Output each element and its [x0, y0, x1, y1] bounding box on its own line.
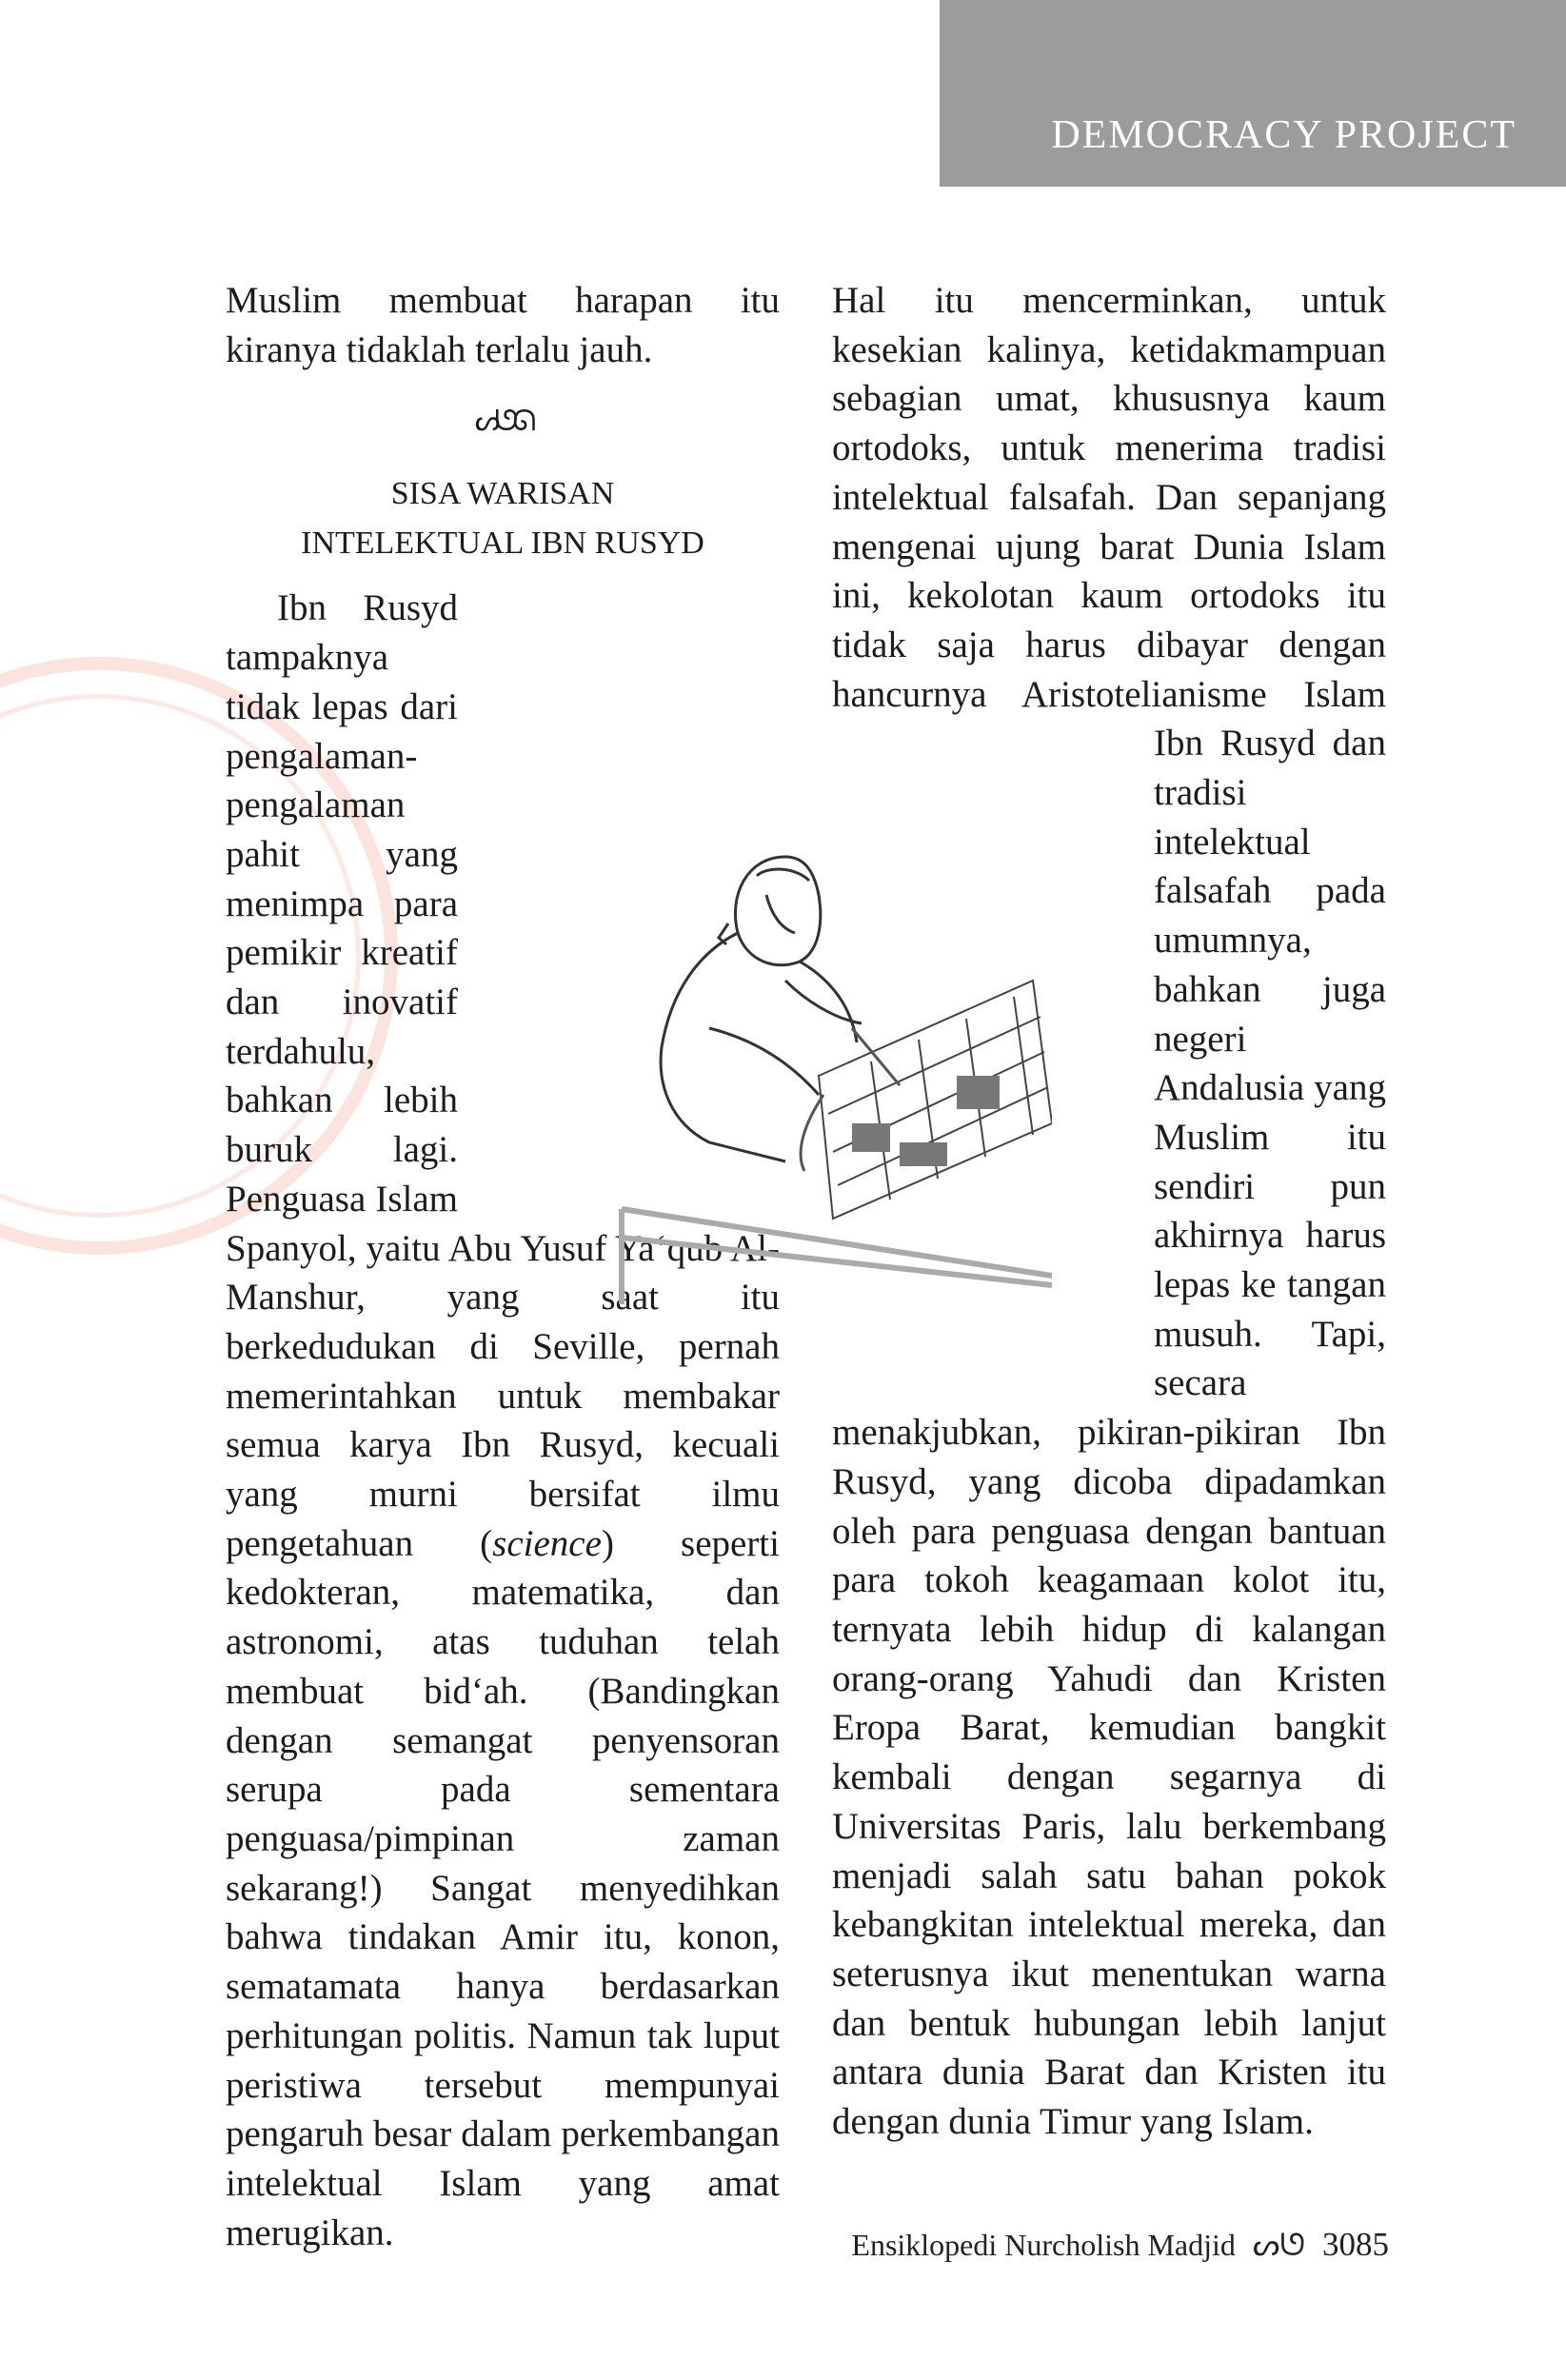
left-paragraph-main — [226, 584, 780, 2257]
section-title-line-2: INTELEKTUAL IBN RUSYD — [301, 526, 704, 562]
footer-ornament: ᔕᘎ — [1252, 2228, 1305, 2262]
page-number: 3085 — [1322, 2226, 1389, 2263]
footer-book-title: Ensiklopedi Nurcholish Madjid — [851, 2228, 1236, 2262]
section-title-line-1: SISA WARISAN — [390, 476, 615, 512]
left-paragraph-continued: Muslim membuat harapan itu kiranya tidaklah terlalu jauh. — [226, 280, 780, 370]
page-footer — [851, 2226, 1389, 2264]
ornament-divider: ᔕᘎᘏ — [474, 406, 531, 438]
left-paragraph-text-2: ) seperti kedokteran, matematika, dan astronomi, atas tuduhan telah membuat bid‘ah. (Bandingkan dengan semangat penyensoran serupa pada sementara penguasa/pimpinan zaman sekarang!) Sangat menyedihkan bahwa tindakan Amir itu, konon, sematamata hanya berdasarkan perhitungan politis. Namun tak luput peristiwa tersebut mempunyai pengaruh besar dalam perkembangan intelektual Islam yang amat merugikan. — [226, 1522, 780, 2253]
scholar-writing-illustration — [614, 838, 1052, 1304]
header-tab — [940, 0, 1566, 187]
header-title: DEMOCRACY PROJECT — [1051, 113, 1516, 157]
science-term: science — [492, 1522, 602, 1564]
left-paragraph-text-1: Ibn Rusyd tampaknya tidak lepas dari pengalaman-pengalaman pahit yang menimpa para pemikir kreatif dan inovatif terdahulu, bahkan lebih buruk lagi. Penguasa Islam Spanyol, yaitu Abu Yusuf Ya‘qub Al-Manshur, yang saat itu berkedudukan di Seville, pernah memerintahkan untuk membakar semua karya Ibn Rusyd, kecuali yang murni bersifat ilmu pengetahuan ( — [226, 587, 780, 1564]
section-title — [226, 469, 780, 568]
right-paragraph: Hal itu mencerminkan, untuk kesekian kalinya, ketidakmampuan sebagian umat, khususnya kaum ortodoks, untuk menerima tradisi intelektual falsafah. Dan sepanjang mengenai ujung barat Dunia Islam ini, kekolotan kaum ortodoks itu tidak saja harus dibayar dengan hancurnya Aristotelianisme Islam Ibn Rusyd dan tradisi intelektual falsafah pada umumnya, bahkan juga negeri Andalusia yang Muslim itu sendiri pun akhirnya harus lepas ke tangan musuh. Tapi, secara menakjubkan, pikiran-pikiran Ibn Rusyd, yang dicoba dipadamkan oleh para penguasa dengan bantuan para tokoh keagamaan kolot itu, ternyata lebih hidup di kalangan orang-orang Yahudi dan Kristen Eropa Barat, kemudian bangkit kembali dengan segarnya di Universitas Paris, lalu berkembang menjadi salah satu bahan pokok kebangkitan intelektual mereka, dan seterusnya ikut menentukan warna dan bentuk hubungan lebih lanjut antara dunia Barat dan Kristen itu dengan dunia Timur yang Islam. — [832, 280, 1386, 2143]
